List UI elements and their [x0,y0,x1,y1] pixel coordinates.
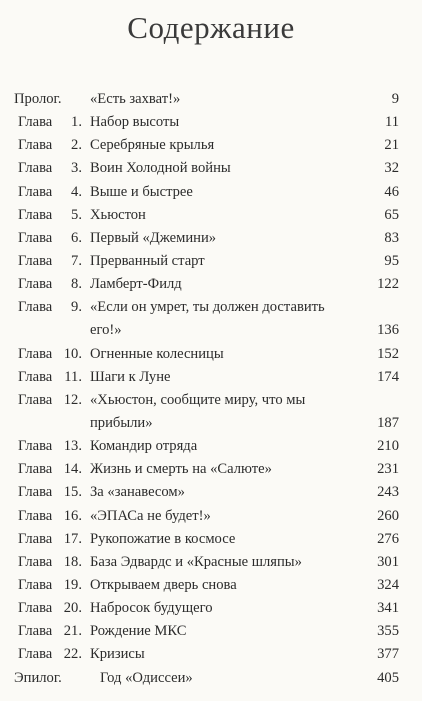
toc-entry [0,620,422,643]
toc-entry [0,273,422,296]
toc-entry-title: Прерванный старт [90,252,205,269]
toc-entry [0,597,422,620]
toc-entry-title: Выше и быстрее [90,183,193,200]
toc-entry-page: 9 [391,91,399,107]
toc-entry-line [0,458,422,481]
toc-entry-kind: Глава [18,391,53,408]
toc-entry-kind: Эпилог. [14,669,62,686]
toc-entry-kind: Глава [18,623,53,640]
toc-entry-kind: Пролог. [14,91,62,107]
toc-entry-title: За «занавесом» [90,484,185,501]
toc-entry-title: Командир отряда [90,438,198,455]
toc-entry [0,181,422,204]
toc-entry-title: Рождение МКС [90,623,187,640]
page-title: Содержание [127,10,295,45]
toc-entry-title: Кризисы [90,646,145,663]
toc-entry [0,227,422,250]
toc-entry-kind: Глава [18,252,53,269]
toc-entry [0,667,422,690]
toc-entry-title: Рукопожатие в космосе [90,530,236,547]
toc-entry-title: Серебряные крылья [90,137,215,154]
toc-entry-number: 12. [63,391,82,408]
toc-entry [0,643,422,666]
toc-entry-line [0,528,422,551]
toc-entry-kind: Глава [18,229,53,246]
toc-entry-kind: Глава [18,438,53,455]
toc-entry-line-continued [0,319,422,342]
toc-entry-page: 65 [384,206,399,223]
toc-entry-title: «ЭПАСа не будет!» [90,507,211,524]
toc-entry-number: 4. [71,183,82,200]
toc-entry-line [0,88,422,111]
toc-entry-page: 231 [377,461,399,478]
toc-entry-kind: Глава [18,206,53,223]
toc-entry-line [0,111,422,134]
toc-entry [0,528,422,551]
toc-entry-line [0,620,422,643]
toc-entry-number: 5. [71,206,82,223]
toc-entry-number: 21. [63,623,82,640]
toc-entry-title-continued: его!» [90,322,122,339]
toc-entry-number: 19. [63,576,82,593]
toc-entry-title: Набросок будущего [90,600,213,617]
toc-entry-number: 8. [71,276,82,293]
toc-entry-page: 136 [377,322,399,339]
toc-entry [0,505,422,528]
toc-entry-line [0,435,422,458]
toc-entry-line-continued [0,412,422,435]
table-of-contents [0,88,422,690]
toc-entry-page: 46 [384,183,399,200]
toc-entry-title: Жизнь и смерть на «Салюте» [90,461,272,478]
toc-entry-number: 9. [71,299,82,316]
toc-entry-page: 341 [377,600,399,617]
toc-entry-page: 210 [377,438,399,455]
toc-entry-line [0,181,422,204]
toc-entry [0,435,422,458]
toc-entry-title: Первый «Джемини» [90,229,217,246]
toc-entry-page: 276 [377,530,399,547]
toc-entry-kind: Глава [18,461,53,478]
toc-entry [0,551,422,574]
toc-entry-kind: Глава [18,530,53,547]
toc-entry [0,88,422,111]
toc-entry-number: 16. [63,507,82,524]
toc-entry-title: Шаги к Луне [90,368,171,385]
toc-entry-title: «Есть захват!» [90,91,181,107]
toc-entry-kind: Глава [18,114,53,131]
toc-entry-title: Год «Одиссеи» [100,669,193,686]
toc-entry-kind: Глава [18,299,53,316]
toc-entry-page: 122 [377,276,399,293]
toc-entry-page: 174 [377,368,399,385]
toc-entry-title: Хьюстон [90,206,146,223]
toc-entry-page: 260 [377,507,399,524]
toc-entry-kind: Глава [18,553,53,570]
toc-entry-line [0,343,422,366]
toc-entry-page: 83 [384,229,399,246]
toc-entry-number: 20. [63,600,82,617]
toc-entry-number: 17. [63,530,82,547]
toc-entry-title: База Эдвардс и «Красные шляпы» [90,553,302,570]
toc-entry-line [0,643,422,666]
toc-entry-line [0,505,422,528]
toc-entry [0,366,422,389]
toc-entry-kind: Глава [18,507,53,524]
toc-entry-number: 7. [71,252,82,269]
toc-entry-kind: Глава [18,345,53,362]
toc-entry-page: 377 [377,646,399,663]
toc-entry-line [0,667,422,690]
toc-entry-number: 6. [71,229,82,246]
toc-entry-kind: Глава [18,600,53,617]
toc-entry-page: 187 [377,414,399,431]
toc-entry-line [0,481,422,504]
toc-entry-line [0,389,422,412]
toc-entry-title: Воин Холодной войны [90,160,231,177]
toc-entry-line [0,597,422,620]
toc-entry-line [0,296,422,319]
toc-entry-number: 11. [64,368,82,385]
toc-entry-page: 21 [384,137,399,154]
toc-entry [0,250,422,273]
toc-entry-title: Набор высоты [90,114,180,131]
toc-entry [0,574,422,597]
toc-entry [0,157,422,180]
toc-entry-line [0,273,422,296]
toc-entry-line [0,157,422,180]
toc-entry-line [0,134,422,157]
toc-entry-number: 3. [71,160,82,177]
toc-entry-page: 405 [377,669,399,686]
toc-entry-page: 152 [377,345,399,362]
toc-entry-line [0,227,422,250]
toc-entry-page: 355 [377,623,399,640]
toc-entry-title: Ламберт-Филд [90,276,182,293]
toc-entry-page: 95 [384,252,399,269]
toc-entry-kind: Глава [18,646,53,663]
toc-entry [0,134,422,157]
toc-entry [0,111,422,134]
toc-entry-page: 11 [384,114,399,131]
toc-entry [0,296,422,342]
toc-entry-kind: Глава [18,368,53,385]
toc-entry-number: 1. [71,114,82,131]
toc-entry-line [0,366,422,389]
toc-entry-page: 301 [377,553,399,570]
toc-entry-number: 15. [63,484,82,501]
toc-entry-kind: Глава [18,160,53,177]
toc-entry [0,204,422,227]
toc-entry-line [0,574,422,597]
toc-entry-line [0,551,422,574]
toc-entry [0,343,422,366]
toc-entry-kind: Глава [18,484,53,501]
toc-entry [0,458,422,481]
toc-entry-kind: Глава [18,276,53,293]
toc-entry-page: 324 [377,576,399,593]
toc-entry-kind: Глава [18,183,53,200]
toc-entry-page: 32 [384,160,399,177]
toc-entry-number: 10. [63,345,82,362]
toc-entry [0,481,422,504]
toc-entry-line [0,204,422,227]
toc-entry-title: Огненные колесницы [90,345,224,362]
toc-entry-line [0,250,422,273]
toc-entry-title: «Если он умрет, ты должен доставить [90,299,325,316]
toc-entry-number: 2. [71,137,82,154]
toc-entry-number: 13. [63,438,82,455]
toc-entry [0,389,422,435]
toc-entry-number: 18. [63,553,82,570]
toc-entry-title: «Хьюстон, сообщите миру, что мы [90,391,306,408]
toc-entry-kind: Глава [18,137,53,154]
toc-entry-number: 22. [63,646,82,663]
toc-entry-number: 14. [63,461,82,478]
toc-entry-page: 243 [377,484,399,501]
toc-entry-title: Открываем дверь снова [90,576,237,593]
toc-entry-title-continued: прибыли» [90,414,153,431]
toc-entry-kind: Глава [18,576,53,593]
